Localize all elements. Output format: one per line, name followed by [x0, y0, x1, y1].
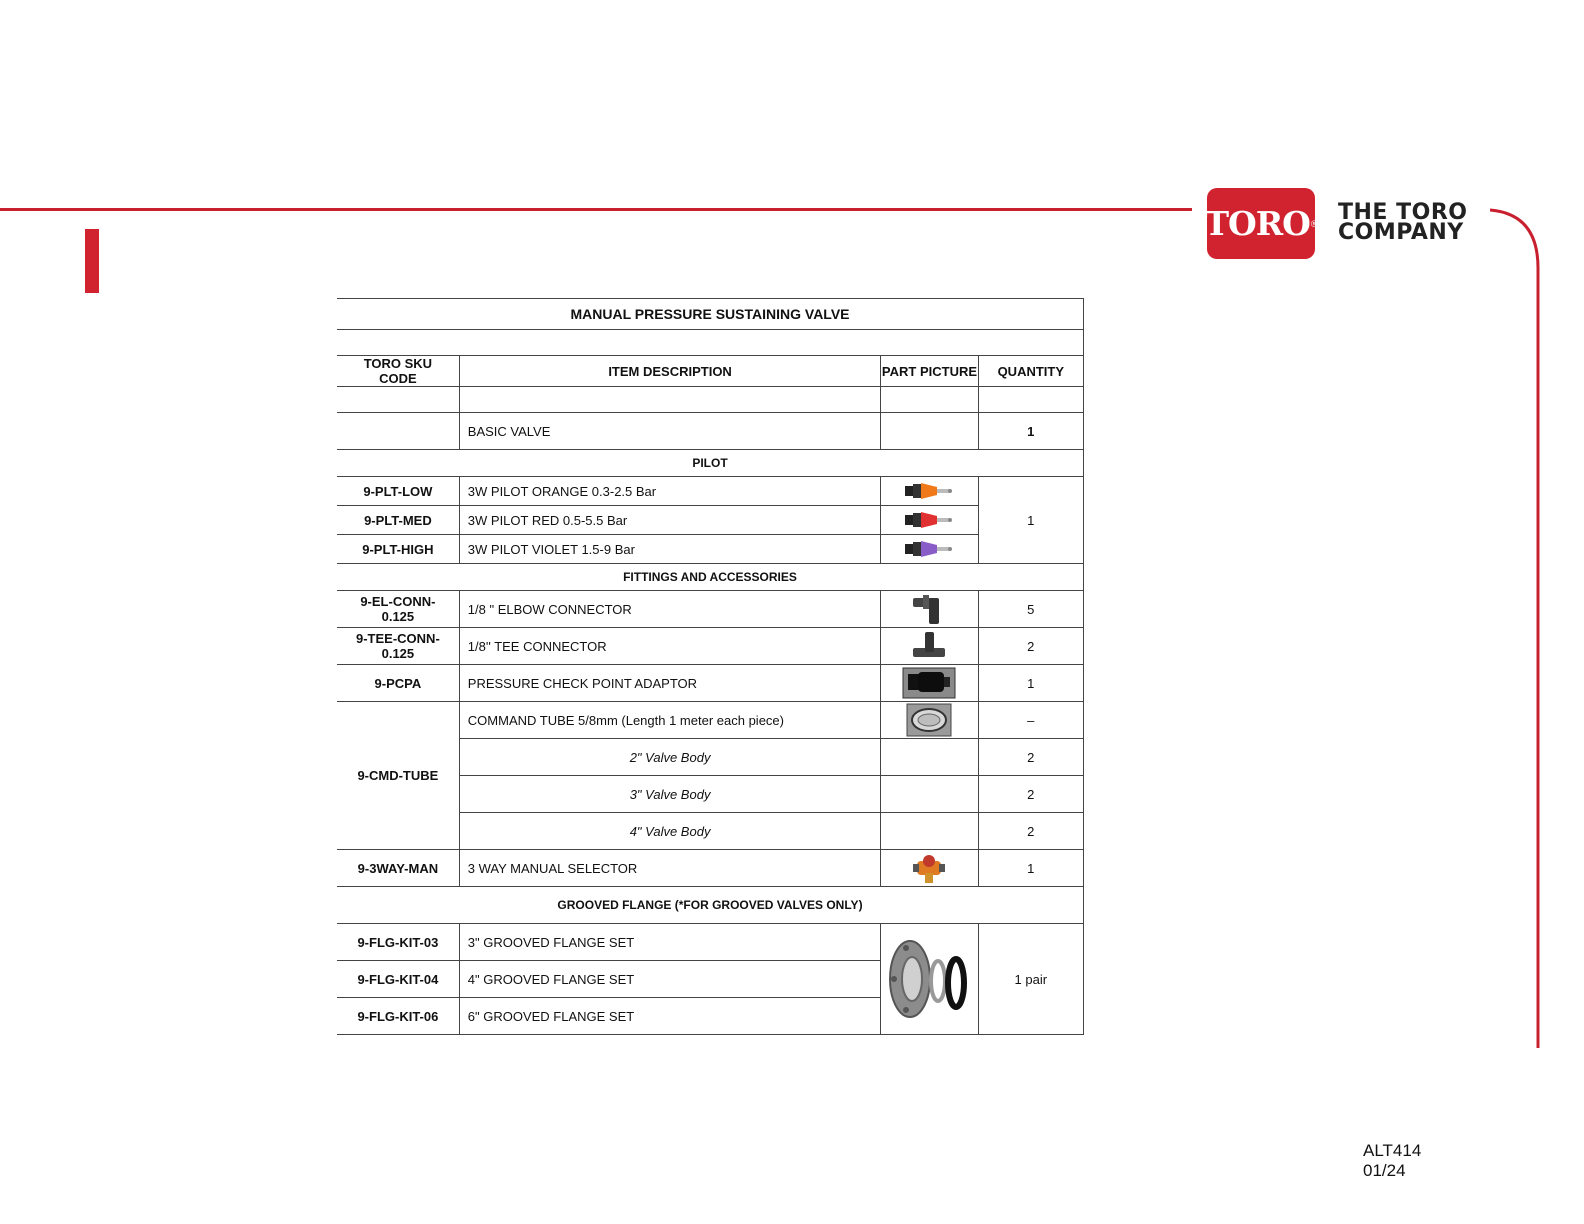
table-row: [337, 535, 1084, 564]
registered-mark: ®: [1310, 218, 1318, 229]
item-description: COMMAND TUBE 5/8mm (Length 1 meter each piece): [459, 702, 881, 739]
spacer-row: [337, 330, 1084, 356]
basic-valve-description: BASIC VALVE: [459, 413, 881, 450]
item-quantity: 5: [978, 591, 1083, 628]
logo-wordmark: TORO: [1204, 204, 1310, 243]
header-picture: PART PICTURE: [881, 356, 978, 387]
sku-code: 9-FLG-KIT-06: [337, 998, 459, 1035]
parts-table: [337, 298, 1084, 1035]
item-description: 4" GROOVED FLANGE SET: [459, 961, 881, 998]
page-border-curve: [1490, 208, 1584, 1048]
section-flange: [337, 887, 1084, 924]
table-row: [337, 628, 1084, 665]
table-title: MANUAL PRESSURE SUSTAINING VALVE: [337, 299, 1084, 330]
manual-selector-icon: [881, 850, 978, 887]
header-sku: TORO SKU CODE: [337, 356, 459, 387]
company-name-line1: THE TORO: [1338, 200, 1468, 225]
sku-code: 9-FLG-KIT-03: [337, 924, 459, 961]
item-quantity: 2: [978, 739, 1083, 776]
blank-row: [337, 387, 1084, 413]
grooved-flange-icon: [881, 924, 978, 1035]
tee-connector-icon: [881, 628, 978, 665]
header-row: [337, 356, 1084, 387]
pilot-quantity: 1: [978, 477, 1083, 564]
item-quantity: 1: [978, 665, 1083, 702]
flange-quantity: 1 pair: [978, 924, 1083, 1035]
orange-pilot-icon: [881, 477, 978, 506]
table-row: [337, 477, 1084, 506]
sku-code: 9-TEE-CONN-0.125: [337, 628, 459, 665]
document-date: 01/24: [1363, 1161, 1406, 1180]
item-description: 3W PILOT ORANGE 0.3-2.5 Bar: [459, 477, 881, 506]
header-quantity: QUANTITY: [978, 356, 1083, 387]
item-description: 3W PILOT VIOLET 1.5-9 Bar: [459, 535, 881, 564]
document-footer: [1363, 1141, 1421, 1181]
toro-logo: [1204, 188, 1318, 259]
elbow-connector-icon: [881, 591, 978, 628]
item-quantity: 1: [978, 850, 1083, 887]
sku-code: 9-FLG-KIT-04: [337, 961, 459, 998]
table-row: [337, 413, 1084, 450]
item-description: 1/8'' TEE CONNECTOR: [459, 628, 881, 665]
section-label: FITTINGS AND ACCESSORIES: [337, 564, 1084, 591]
command-tube-icon: [881, 702, 978, 739]
item-description: 3" GROOVED FLANGE SET: [459, 924, 881, 961]
item-description: 3W PILOT RED 0.5-5.5 Bar: [459, 506, 881, 535]
item-description: 3 WAY MANUAL SELECTOR: [459, 850, 881, 887]
sku-code: 9-3WAY-MAN: [337, 850, 459, 887]
section-pilot: [337, 450, 1084, 477]
red-pilot-icon: [881, 506, 978, 535]
section-label: PILOT: [337, 450, 1084, 477]
item-quantity: 2: [978, 813, 1083, 850]
sku-code: 9-PLT-LOW: [337, 477, 459, 506]
item-quantity: –: [978, 702, 1083, 739]
accent-bar: [85, 229, 99, 293]
table-row: [337, 702, 1084, 739]
table-row: [337, 506, 1084, 535]
violet-pilot-icon: [881, 535, 978, 564]
item-description: 3" Valve Body: [459, 776, 881, 813]
item-description: 4" Valve Body: [459, 813, 881, 850]
item-quantity: 2: [978, 776, 1083, 813]
company-name: [1338, 200, 1468, 245]
sku-code: 9-CMD-TUBE: [337, 702, 459, 850]
table-title-row: [337, 299, 1084, 330]
item-quantity: 2: [978, 628, 1083, 665]
item-description: 6" GROOVED FLANGE SET: [459, 998, 881, 1035]
table-row: [337, 591, 1084, 628]
header-rule: [0, 208, 1192, 211]
item-description: PRESSURE CHECK POINT ADAPTOR: [459, 665, 881, 702]
item-description: 2" Valve Body: [459, 739, 881, 776]
sku-code: 9-PCPA: [337, 665, 459, 702]
table-row: [337, 850, 1084, 887]
section-label: GROOVED FLANGE (*FOR GROOVED VALVES ONLY): [337, 887, 1084, 924]
document-code: ALT414: [1363, 1141, 1422, 1160]
check-point-adaptor-icon: [881, 665, 978, 702]
item-description: 1/8 " ELBOW CONNECTOR: [459, 591, 881, 628]
section-fittings: [337, 564, 1084, 591]
company-name-line2: COMPANY: [1338, 220, 1464, 245]
sku-code: 9-PLT-HIGH: [337, 535, 459, 564]
header-description: ITEM DESCRIPTION: [459, 356, 881, 387]
sku-code: 9-EL-CONN-0.125: [337, 591, 459, 628]
table-row: [337, 665, 1084, 702]
table-row: [337, 924, 1084, 961]
sku-code: 9-PLT-MED: [337, 506, 459, 535]
basic-valve-quantity: 1: [978, 413, 1083, 450]
